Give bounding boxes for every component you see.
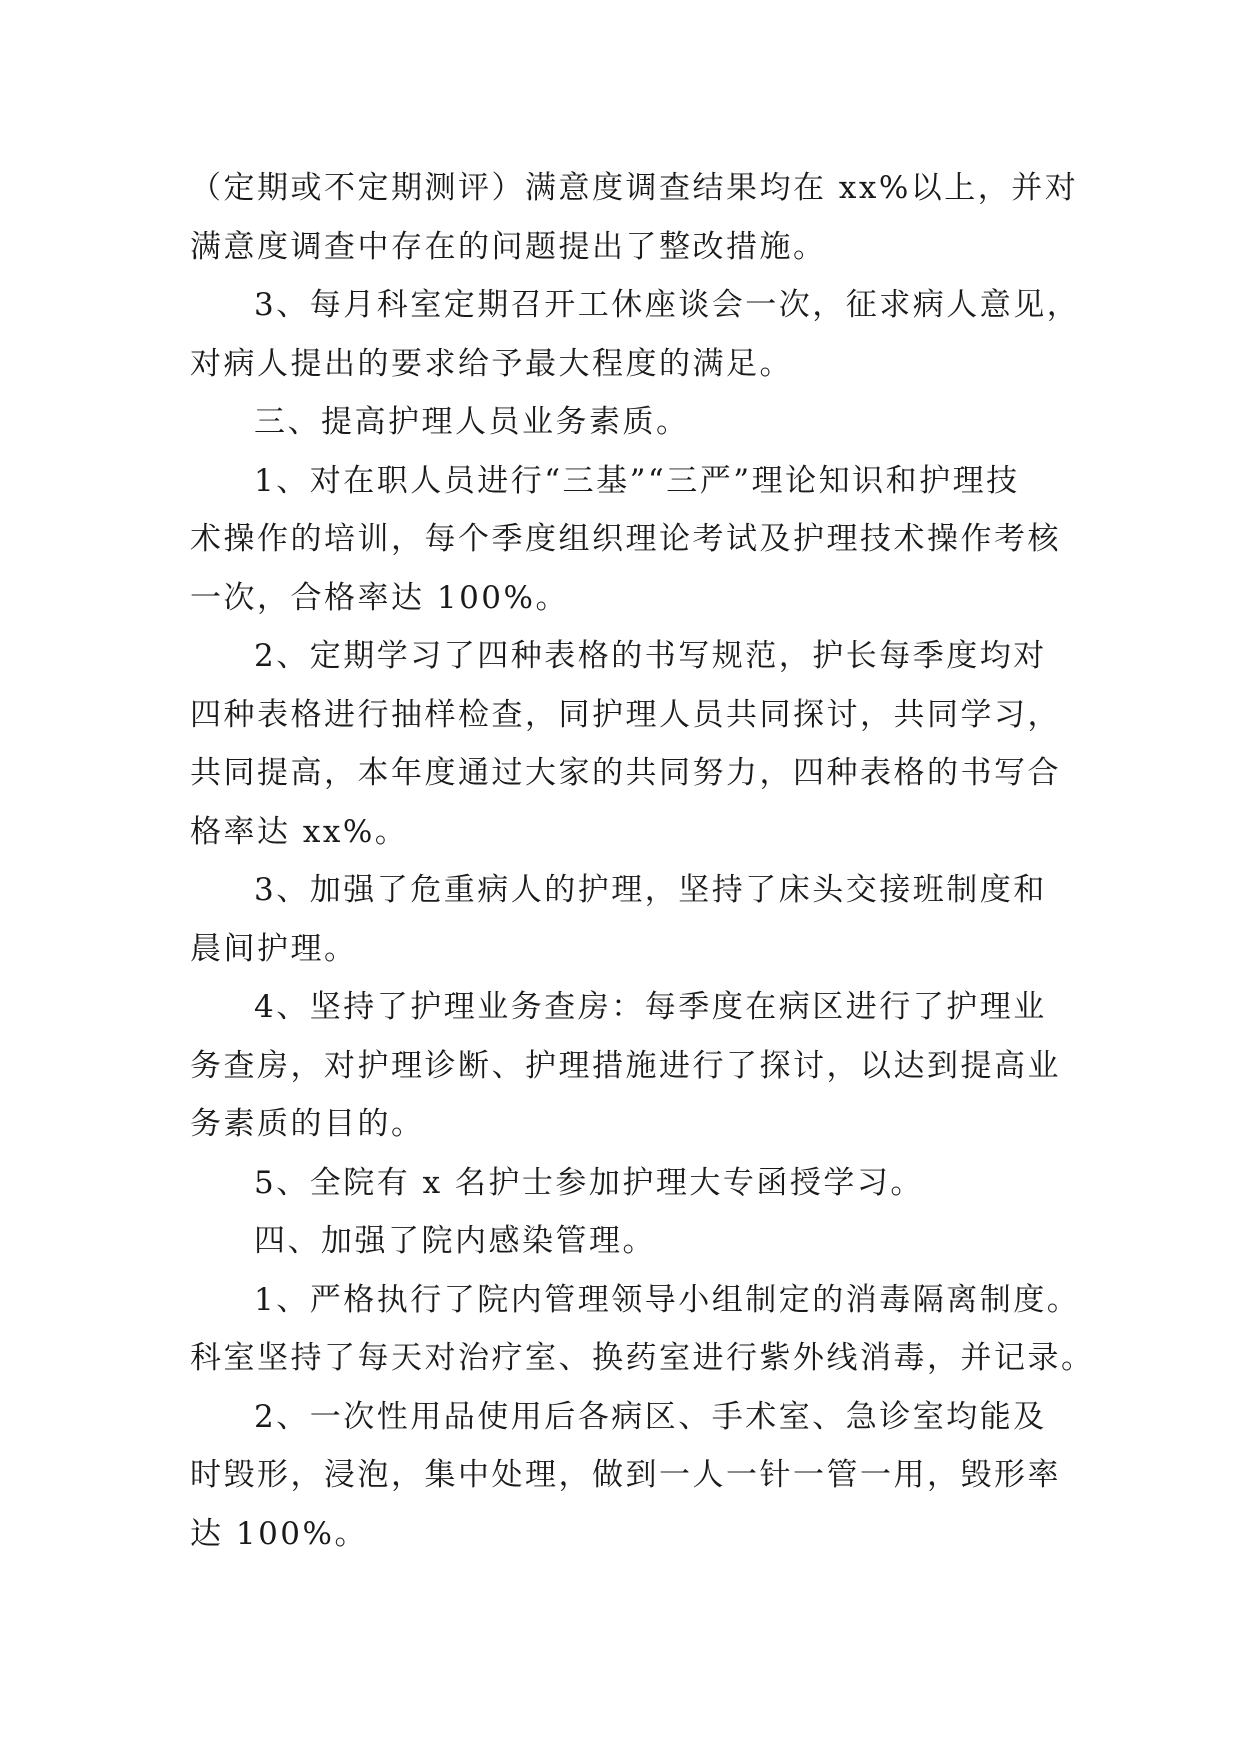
- text-line: 达 100%。: [190, 1515, 368, 1552]
- text-line: 3、加强了危重病人的护理，坚持了床头交接班制度和: [254, 872, 1047, 908]
- section-heading: 三、提高护理人员业务素质。: [254, 404, 690, 440]
- text-line: 科室坚持了每天对治疗室、换药室进行紫外线消毒，并记录。: [190, 1340, 1095, 1376]
- text-line: 满意度调查中存在的问题提出了整改措施。: [190, 228, 827, 265]
- text-line: 对病人提出的要求给予最大程度的满足。: [190, 345, 793, 382]
- section-heading: 四、加强了院内感染管理。: [254, 1223, 656, 1259]
- text-line: 一次，合格率达 100%。: [190, 579, 569, 616]
- text-line: 1、严格执行了院内管理领导小组制定的消毒隔离制度。: [254, 1281, 1081, 1318]
- text-line: 3、每月科室定期召开工休座谈会一次，征求病人意见，: [254, 287, 1081, 323]
- text-line: 术操作的培训，每个季度组织理论考试及护理技术操作考核: [190, 521, 1061, 557]
- text-line: 时毁形，浸泡，集中处理，做到一人一针一管一用，毁形率: [190, 1457, 1061, 1493]
- text-line: 务素质的目的。: [190, 1106, 425, 1142]
- text-line: 晨间护理。: [190, 930, 358, 967]
- text-line: 格率达 xx%。: [190, 813, 409, 850]
- text-line: 1、对在职人员进行“三基”“三严”理论知识和护理技: [254, 462, 1020, 499]
- text-line: 四种表格进行抽样检查，同护理人员共同探讨，共同学习，: [190, 696, 1061, 733]
- text-line: 务查房，对护理诊断、护理措施进行了探讨，以达到提高业: [190, 1047, 1061, 1084]
- text-line: 4、坚持了护理业务查房：每季度在病区进行了护理业: [254, 989, 1047, 1025]
- text-line: （定期或不定期测评）满意度调查结果均在 xx%以上，并对: [190, 170, 1079, 206]
- document-body: [190, 159, 1095, 1563]
- text-line: 共同提高，本年度通过大家的共同努力，四种表格的书写合: [190, 755, 1061, 791]
- text-line: 5、全院有 x 名护士参加护理大专函授学习。: [254, 1164, 924, 1201]
- text-line: 2、一次性用品使用后各病区、手术室、急诊室均能及: [254, 1398, 1047, 1435]
- text-line: 2、定期学习了四种表格的书写规范，护长每季度均对: [254, 638, 1047, 674]
